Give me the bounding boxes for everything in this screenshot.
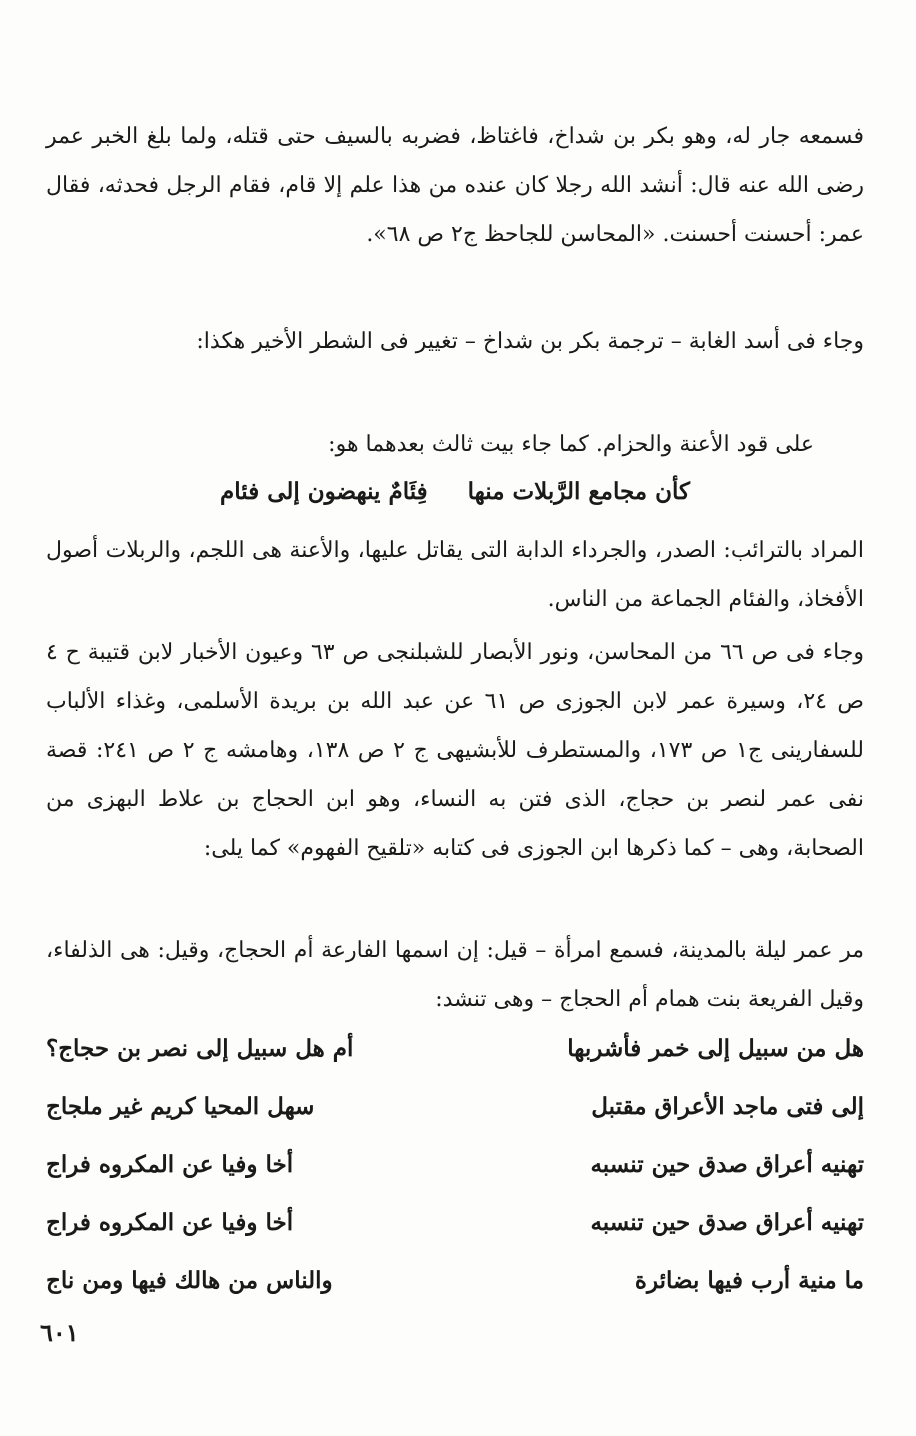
verse-first-hemistich: كأن مجامع الرَّبلات منها	[467, 478, 690, 505]
verse-second-hemistich: فِئَامٌ ينهضون إلى فئام	[220, 478, 428, 505]
poem-verse	[46, 1078, 864, 1136]
poem-first-hemistich: تهنيه أعراق صدق حين تنسبه	[590, 1209, 864, 1236]
poem-first-hemistich: تهنيه أعراق صدق حين تنسبه	[590, 1151, 864, 1178]
poem-first-hemistich: ما منية أرب فيها بضائرة	[634, 1267, 864, 1294]
paragraph-4: المراد بالترائب: الصدر، والجرداء الدابة التى يقاتل عليها، والأعنة هى اللجم، والربلات أصول الأفخاذ، والفئام الجماعة من الناس.	[46, 538, 864, 612]
poem-verse	[46, 1194, 864, 1252]
poem-verse	[46, 1020, 864, 1078]
poem-second-hemistich: أم هل سبيل إلى نصر بن حجاج؟	[46, 1035, 354, 1062]
paragraph-2: وجاء فى أسد الغابة – ترجمة بكر بن شداخ – تغيير فى الشطر الأخير هكذا:	[196, 329, 864, 354]
paragraph-6: مر عمر ليلة بالمدينة، فسمع امرأة – قيل: إن اسمها الفارعة أم الحجاج، وقيل: هى الذلفاء، وقيل الفريعة بنت همام أم الحجاج – وهى تنشد:	[46, 938, 864, 1012]
poem-first-hemistich: هل من سبيل إلى خمر فأشربها	[567, 1035, 864, 1062]
poem-second-hemistich: والناس من هالك فيها ومن ناج	[46, 1267, 333, 1294]
poem-second-hemistich: أخا وفيا عن المكروه فراج	[46, 1209, 294, 1236]
paragraph-5: وجاء فى ص ٦٦ من المحاسن، ونور الأبصار للشبلنجى ص ٦٣ وعيون الأخبار لابن قتيبة ح ٤ ص ٢٤، وسيرة عمر لابن الجوزى ص ٦١ عن عبد الله بن بريدة الأسلمى، وغذاء الألباب للسفارينى ج١ ص ١٧٣، والمستطرف للأبشيهى ج ٢ ص ١٣٨، وهامشه ج ٢ ص ٢٤١: قصة نفى عمر لنصر بن حجاج، الذى فتن به النساء، وهو ابن الحجاج بن علاط البهزى من الصحابة، وهى – كما ذكرها ابن الجوزى فى كتابه «تلقيح الفهوم» كما يلى:	[46, 640, 865, 861]
poem-second-hemistich: أخا وفيا عن المكروه فراج	[46, 1151, 294, 1178]
poem-verse	[46, 1136, 864, 1194]
paragraph-1: فسمعه جار له، وهو بكر بن شداخ، فاغتاظ، فضربه بالسيف حتى قتله، ولما بلغ الخبر عمر رضى الله عنه قال: أنشد الله رجلا كان عنده من هذا علم إلا قام، فقام الرجل فحدثه، فقال عمر: أحسنت أحسنت. «المحاسن للجاحظ ج٢ ص ٦٨».	[46, 124, 864, 247]
paragraph-3: على قود الأعنة والحزام. كما جاء بيت ثالث بعدهما هو:	[328, 432, 814, 457]
verse-line	[46, 470, 864, 514]
poem-verse	[46, 1252, 864, 1310]
poem	[46, 1020, 864, 1310]
poem-first-hemistich: إلى فتى ماجد الأعراق مقتبل	[591, 1093, 864, 1120]
poem-second-hemistich: سهل المحيا كريم غير ملجاج	[46, 1093, 315, 1120]
page-number: ٦٠١	[40, 1318, 79, 1347]
